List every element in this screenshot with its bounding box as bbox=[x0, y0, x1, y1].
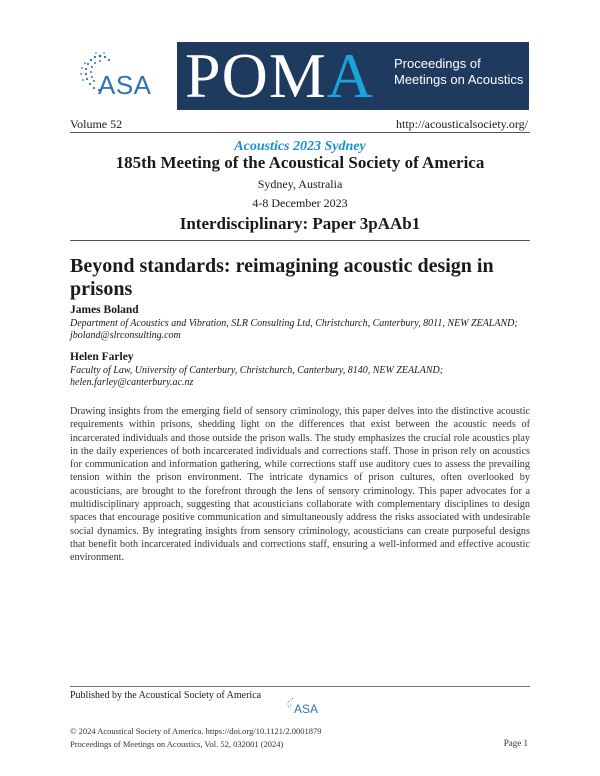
page-number: Page 1 bbox=[503, 738, 528, 748]
paper-title: Beyond standards: reimagining acoustic design in prisons bbox=[70, 255, 494, 300]
asa-logo bbox=[78, 50, 173, 110]
footer-asa-logo bbox=[286, 694, 326, 720]
author-name: James Boland bbox=[70, 304, 139, 316]
author-affiliation: Faculty of Law, University of Canterbury, Christchurch, Canterbury, 8140, NEW ZEALAND; helen.farley@canterbury.ac.nz bbox=[70, 365, 444, 388]
journal-url[interactable]: http://acousticalsociety.org/ bbox=[396, 117, 528, 131]
volume-label: Volume 52 bbox=[70, 117, 123, 131]
poma-logo-accent: A bbox=[326, 40, 374, 111]
abstract-text: Drawing insights from the emerging field of sensory criminology, this paper delves into the distinctive acoustic requirements within prisons, shedding light on the differences that exist between the acoustic needs of incarcerated individuals and those outside the prison walls. The study emphasizes the crucial role acoustics play in the daily experiences of both incarcerated individuals and corrections staff. Those in prison rely on acoustics for communication and information gathering, while corrections staff use auditory cues to assess the prevailing tension within the prison environment. The intricate dynamics of prison cultures, often overlooked by acousticians, are brought to the forefront through the lens of sensory criminology. This paper advocates for a multidisciplinary approach, suggesting that acousticians collaborate with complementary disciplines to design spaces that encourage positive communication and simultaneously address the risks associated with undesirable social dynamics. By integrating insights from sensory criminology, acousticians can create purposeful designs that benefit both incarcerated individuals and corrections staff, ensuring a well-informed and effective acoustic environment. bbox=[70, 406, 530, 564]
poma-banner bbox=[177, 42, 529, 110]
publisher-note: Published by the Acoustical Society of America bbox=[70, 690, 262, 701]
footer-asa-logo-text: ASA bbox=[294, 702, 319, 716]
asa-logo-text: ASA bbox=[98, 70, 152, 100]
citation-line: Proceedings of Meetings on Acoustics, Vol. 52, 032001 (2024) bbox=[70, 739, 284, 749]
poma-subtitle: Proceedings of Meetings on Acoustics bbox=[394, 56, 524, 87]
conference-name: Acoustics 2023 Sydney bbox=[234, 139, 366, 154]
meeting-name: 185th Meeting of the Acoustical Society of America bbox=[115, 153, 485, 172]
meeting-location: Sydney, Australia bbox=[257, 177, 343, 191]
author-affiliation: Department of Acoustics and Vibration, SLR Consulting Ltd, Christchurch, Canterbury, 8011, NEW ZEALAND; jboland@slrconsulting.com bbox=[70, 318, 518, 341]
copyright-doi: © 2024 Acoustical Society of America. https://doi.org/10.1121/2.0001879 bbox=[70, 726, 322, 736]
session-label: Interdisciplinary: Paper 3pAAb1 bbox=[179, 214, 421, 233]
poma-logo-text: POM bbox=[185, 40, 327, 111]
session-divider bbox=[70, 240, 530, 241]
header-divider bbox=[70, 132, 530, 133]
poma-logo bbox=[185, 38, 374, 114]
footer-divider bbox=[70, 686, 530, 687]
meeting-dates: 4-8 December 2023 bbox=[252, 196, 348, 210]
author-name: Helen Farley bbox=[70, 351, 134, 363]
